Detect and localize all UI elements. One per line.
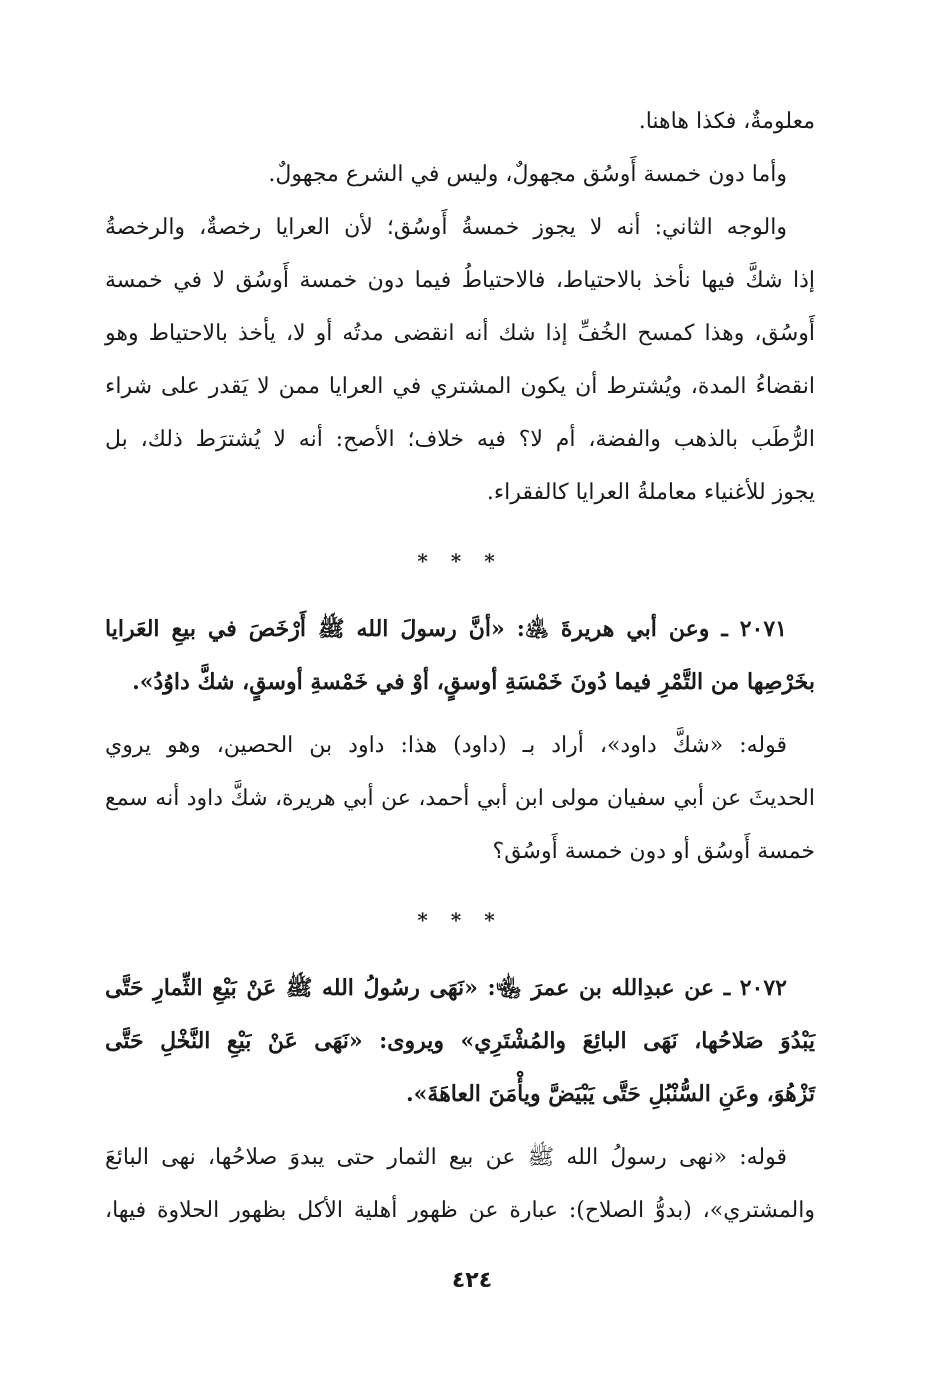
- section-separator: * * *: [417, 908, 503, 932]
- commentary-line: قوله: «شكَّ داود»، أراد بـ (داود) هذا: داود بن الحصين، وهو يروي: [105, 733, 787, 758]
- hadith-line: تَزْهُوَ، وعَنِ السُّنْبُلِ حَتَّى يَبْيَضَّ ويأْمَنَ العاهَةَ».: [405, 1081, 815, 1107]
- spacer: [105, 709, 815, 719]
- hadith-line: يَبْدُوَ صَلاحُها، نَهَى البائِعَ والمُشْتَرِي» ويروى: «نَهَى عَنْ بَيْعِ النَّخْلِ حَتَّى: [105, 1028, 815, 1054]
- hadith-line: ٢٠٧١ ـ وعن أبي هريرةَ ﵁: «أنَّ رسولَ الله ﷺ أَرْخَصَ في بيعِ العَرايا: [105, 616, 787, 642]
- spacer: [105, 1121, 815, 1131]
- text-line: أَوسُق، وهذا كمسح الخُفِّ إذا شك أنه انقضى مدتُه أو لا، يأخذ بالاحتياط وهو: [105, 321, 815, 346]
- hadith-2072: [105, 962, 815, 1121]
- commentary-2072: [105, 1131, 815, 1237]
- text-line: الرُّطَب بالذهب والفضة، أم لا؟ فيه خلاف؛ الأصح: أنه لا يُشترَط ذلك، بل: [105, 427, 815, 452]
- commentary-line: خمسة أَوسُق أو دون خمسة أَوسُق؟: [492, 839, 815, 864]
- commentary-line: الحديثَ عن أبي سفيان مولى ابن أبي أحمد، عن أبي هريرة، شكَّ داود أنه سمع: [105, 786, 815, 811]
- commentary-2071: [105, 719, 815, 878]
- hadith-line: بخَرْصِها من التَّمْرِ فيما دُونَ خَمْسَةِ أوسقٍ، أوْ في خَمْسةِ أوسقٍ، شكَّ داوُدُ».: [132, 669, 815, 695]
- hadith-2071: [105, 603, 815, 709]
- commentary-line: قوله: «نهى رسولُ الله ﷺ عن بيع الثمار حتى يبدوَ صلاحُها، نهى البائعَ: [105, 1145, 787, 1170]
- paragraph-previous-continuation: [105, 95, 815, 519]
- hadith-line: ٢٠٧٢ ـ عن عبدِالله بن عمرَ ﵄: «نَهَى رسُولُ الله ﷺ عَنْ بَيْعِ الثِّمارِ حَتَّى: [105, 975, 787, 1001]
- text-line: انقضاءُ المدة، ويُشترط أن يكون المشتري في العرايا ممن لا يَقدر على شراء: [105, 374, 815, 399]
- page-number: ٤٢٤: [451, 1268, 493, 1293]
- section-separator: * * *: [417, 549, 503, 573]
- page-body: [105, 95, 815, 1237]
- commentary-line: والمشتري»، (بدوُّ الصلاح): عبارة عن ظهور أهلية الأكل بظهور الحلاوة فيها،: [105, 1198, 815, 1223]
- text-line: إذا شكَّ فيها نأخذ بالاحتياط، فالاحتياطُ فيما دون خمسة أَوسُق لا في خمسة: [105, 268, 815, 293]
- text-line: معلومةٌ، فكذا هاهنا.: [638, 109, 815, 134]
- text-line: والوجه الثاني: أنه لا يجوز خمسةُ أَوسُق؛ لأن العرايا رخصةٌ، والرخصةُ: [105, 215, 787, 240]
- text-line: وأما دون خمسة أَوسُق مجهولٌ، وليس في الشرع مجهولٌ.: [268, 162, 787, 187]
- text-line: يجوز للأغنياء معاملةُ العرايا كالفقراء.: [486, 480, 815, 505]
